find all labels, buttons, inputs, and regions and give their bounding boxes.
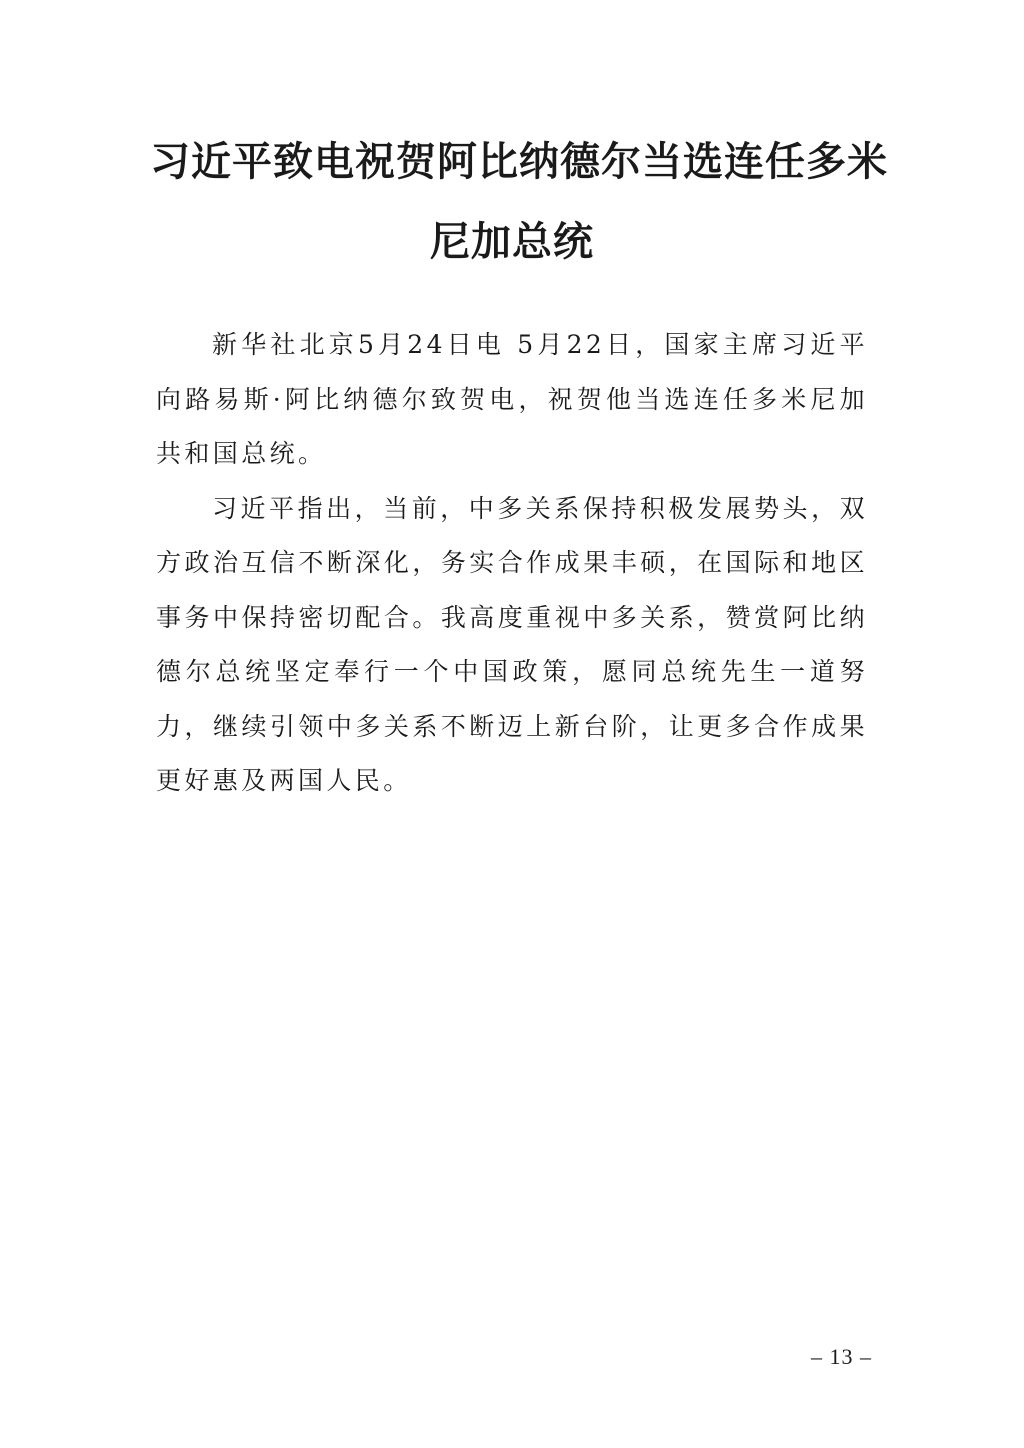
paragraph: 习近平指出，当前，中多关系保持积极发展势头，双方政治互信不断深化，务实合作成果丰硕，在国际和地区事务中保持密切配合。我高度重视中多关系，赞赏阿比纳德尔总统坚定奉行一个中国政策，愿同总统先生一道努力，继续引领中多关系不断迈上新台阶，让更多合作成果更好惠及两国人民。: [156, 493, 868, 795]
paragraph: 新华社北京5月24日电 5月22日，国家主席习近平向路易斯·阿比纳德尔致贺电，祝贺他当选连任多米尼加共和国总统。: [156, 330, 868, 468]
page-number: – 13 –: [811, 1344, 872, 1369]
document-body: [156, 318, 868, 809]
document-title-line-1: 习近平致电祝贺阿比纳德尔当选连任多米: [150, 138, 888, 185]
document-title-line-2: 尼加总统: [430, 218, 594, 265]
